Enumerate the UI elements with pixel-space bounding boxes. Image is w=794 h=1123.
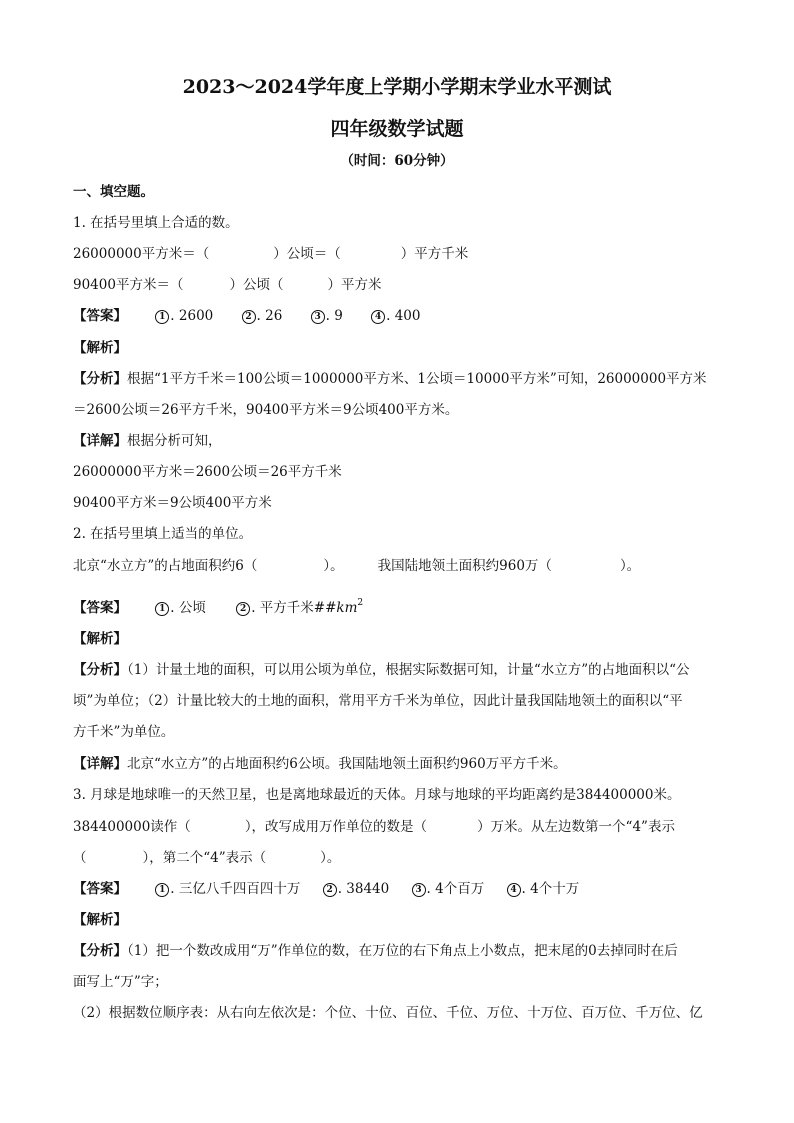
q1-detail-1: 26000000平方米＝2600公顷＝26平方千米: [73, 464, 342, 480]
q3-fenxi-3: （2）根据数位顺序表：从右向左依次是：个位、十位、百位、千位、万位、十万位、百万位、千万位、亿: [73, 1005, 703, 1021]
exam-time: （时间：60分钟）: [340, 153, 454, 169]
q3-fenxi-1: 【分析】（1）把一个数改成用“万”作单位的数，在万位的右下角点上小数点，把末尾的0去掉同时在后: [73, 943, 678, 959]
q2-answer-row: 【答案】 1 . 公顷 2 . 平方千米$\#\#km^2$: [73, 594, 363, 617]
q3-fenxi-2: 面写上“万”字；: [73, 974, 168, 990]
q3-answer-4: 4 . 4个十万: [507, 880, 580, 898]
q2-fenxi-2: 顷”为单位；（2）计量比较大的土地的面积，常用平方千米为单位，因此计量我国陆地领土的面积以“平: [73, 693, 683, 709]
q2-analysis-label: 【解析】: [73, 631, 127, 647]
q3-analysis-label: 【解析】: [73, 912, 127, 928]
q3-answer-3: 3 . 4个百万: [412, 880, 485, 898]
q2-answer-2: 2 . 平方千米$\#\#km^2$: [236, 594, 363, 617]
q1-line1: 26000000平方米＝（ ）公顷＝（ ）平方千米: [73, 246, 469, 262]
q2-detail: 【详解】北京“水立方”的占地面积约6公顷。我国陆地领土面积约960万平方千米。: [73, 756, 567, 772]
exam-title: 2023～2024学年度上学期小学期末学业水平测试: [182, 76, 612, 98]
q3-answer-2: 2 . 38440: [323, 880, 390, 898]
q1-fenxi-2: ＝2600公顷＝26平方千米，90400平方米＝9公顷400平方米。: [73, 402, 459, 418]
q1-fenxi-1: 【分析】根据“1平方千米＝100公顷＝1000000平方米、1公顷＝10000平方米”可知，26000000平方米: [73, 371, 707, 387]
q2-fenxi-1: 【分析】（1）计量土地的面积，可以用公顷为单位，根据实际数据可知，计量“水立方”的占地面积以“公: [73, 662, 690, 678]
q1-answer-3: 3 . 9: [311, 307, 343, 325]
q1-line2: 90400平方米＝（ ）公顷（ ）平方米: [73, 277, 382, 293]
q3-answer-1: 1 . 三亿八千四百四十万: [155, 880, 300, 898]
section-heading: 一、填空题。: [73, 184, 154, 200]
q2-answer-1: 1 . 公顷: [155, 599, 206, 617]
q1-answer-2: 2 . 26: [242, 307, 283, 325]
q2-fenxi-3: 方千米”为单位。: [73, 724, 175, 740]
q2-line1: 北京“水立方”的占地面积约6（ ）。 我国陆地领土面积约960万（ ）。: [73, 558, 641, 574]
q2-stem: 2. 在括号里填上适当的单位。: [73, 526, 253, 542]
q1-answer-1: 1 . 2600: [155, 307, 213, 325]
q1-answer-row: 【答案】 1 . 2600 2 . 26 3 . 9 4 . 400: [73, 308, 421, 324]
q1-detail-2: 90400平方米＝9公顷400平方米: [73, 495, 272, 511]
q3-answer-row: 【答案】 1 . 三亿八千四百四十万 2 . 38440 3 . 4个百万 4 . 4个十万: [73, 881, 580, 897]
q1-detail: 【详解】根据分析可知，: [73, 433, 222, 449]
q3-stem: 3. 月球是地球唯一的天然卫星，也是离地球最近的天体。月球与地球的平均距离约是384400000米。: [73, 787, 681, 803]
exam-subtitle: 四年级数学试题: [330, 118, 464, 140]
q3-line1: 384400000读作（ ），改写成用万作单位的数是（ ）万米。从左边数第一个“4”表示: [73, 819, 675, 835]
q1-analysis-label: 【解析】: [73, 340, 127, 356]
q3-line2: （ ），第二个“4”表示（ ）。: [73, 850, 341, 866]
q1-answer-4: 4 . 400: [371, 307, 420, 325]
q1-stem: 1. 在括号里填上合适的数。: [73, 215, 239, 231]
